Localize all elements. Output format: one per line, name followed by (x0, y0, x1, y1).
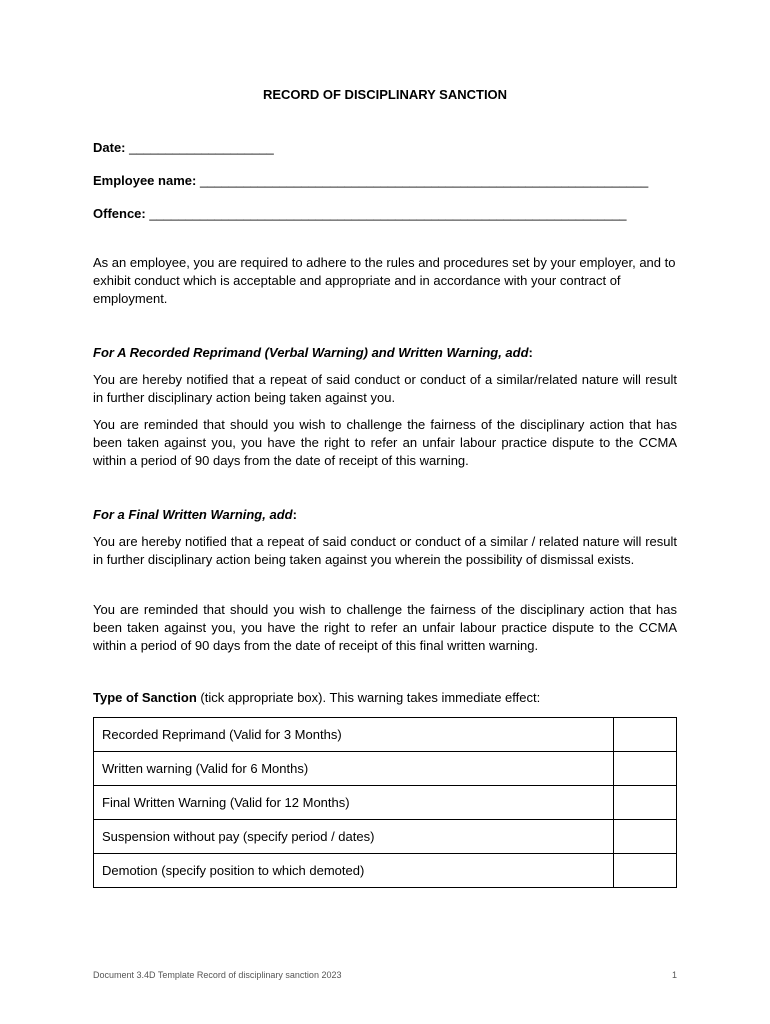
sanction-tick-box[interactable] (614, 820, 677, 854)
sanction-option-label: Final Written Warning (Valid for 12 Months) (94, 786, 614, 820)
table-row (94, 752, 677, 786)
sanction-option-label: Demotion (specify position to which demoted) (94, 854, 614, 888)
sanction-tick-box[interactable] (614, 854, 677, 888)
final-warning-heading (93, 507, 677, 522)
verbal-warning-heading (93, 345, 677, 360)
date-blank[interactable]: ____________________ (129, 140, 274, 155)
footer-document-name: Document 3.4D Template Record of disciplinary sanction 2023 (93, 970, 342, 980)
sanction-instruction (93, 690, 677, 705)
table-row (94, 718, 677, 752)
offence-label: Offence: (93, 206, 146, 221)
employee-name-label: Employee name: (93, 173, 197, 188)
final-warning-heading-colon: : (292, 507, 297, 522)
verbal-warning-paragraph-2: You are reminded that should you wish to challenge the fairness of the disciplinary action that has been taken against you, you have the right to refer an unfair labour practice dispute to the CCMA within a period of 90 days from the date of receipt of this warning. (93, 417, 677, 468)
sanction-option-label: Recorded Reprimand (Valid for 3 Months) (94, 718, 614, 752)
table-row (94, 820, 677, 854)
intro-paragraph: As an employee, you are required to adhere to the rules and procedures set by your employer, and to exhibit conduct which is acceptable and appropriate and in accordance with your contract of employment. (93, 255, 676, 306)
sanction-tick-box[interactable] (614, 786, 677, 820)
final-warning-heading-text: For a Final Written Warning, add (93, 507, 293, 522)
document-page (93, 0, 677, 1024)
employee-name-field[interactable] (93, 173, 677, 188)
offence-blank[interactable]: __________________________________________________________________ (149, 206, 627, 221)
sanction-table (93, 717, 677, 888)
offence-field[interactable] (93, 206, 677, 221)
final-warning-paragraph-1: You are hereby notified that a repeat of said conduct or conduct of a similar / related nature will result in further disciplinary action being taken against you wherein the possibility of dismissal exists. (93, 534, 677, 567)
sanction-option-label: Written warning (Valid for 6 Months) (94, 752, 614, 786)
date-label: Date: (93, 140, 126, 155)
sanction-tick-box[interactable] (614, 718, 677, 752)
sanction-label: Type of Sanction (93, 690, 197, 705)
verbal-warning-heading-colon: : (528, 345, 533, 360)
page-footer (93, 970, 677, 980)
sanction-tick-box[interactable] (614, 752, 677, 786)
verbal-warning-paragraph-1: You are hereby notified that a repeat of said conduct or conduct of a similar/related nature will result in further disciplinary action being taken against you. (93, 372, 677, 405)
table-row (94, 854, 677, 888)
sanction-option-label: Suspension without pay (specify period / dates) (94, 820, 614, 854)
date-field[interactable] (93, 140, 677, 155)
verbal-warning-heading-text: For A Recorded Reprimand (Verbal Warning) and Written Warning, add (93, 345, 529, 360)
employee-name-blank[interactable]: ______________________________________________________________ (199, 173, 649, 188)
final-warning-paragraph-2: You are reminded that should you wish to challenge the fairness of the disciplinary action that has been taken against you, you have the right to refer an unfair labour practice dispute to the CCMA within a period of 90 days from the date of receipt of this final written warning. (93, 602, 677, 653)
sanction-instruction-text: (tick appropriate box). This warning takes immediate effect: (196, 690, 541, 705)
document-title: RECORD OF DISCIPLINARY SANCTION (262, 87, 508, 102)
table-row (94, 786, 677, 820)
footer-page-number: 1 (671, 970, 677, 980)
